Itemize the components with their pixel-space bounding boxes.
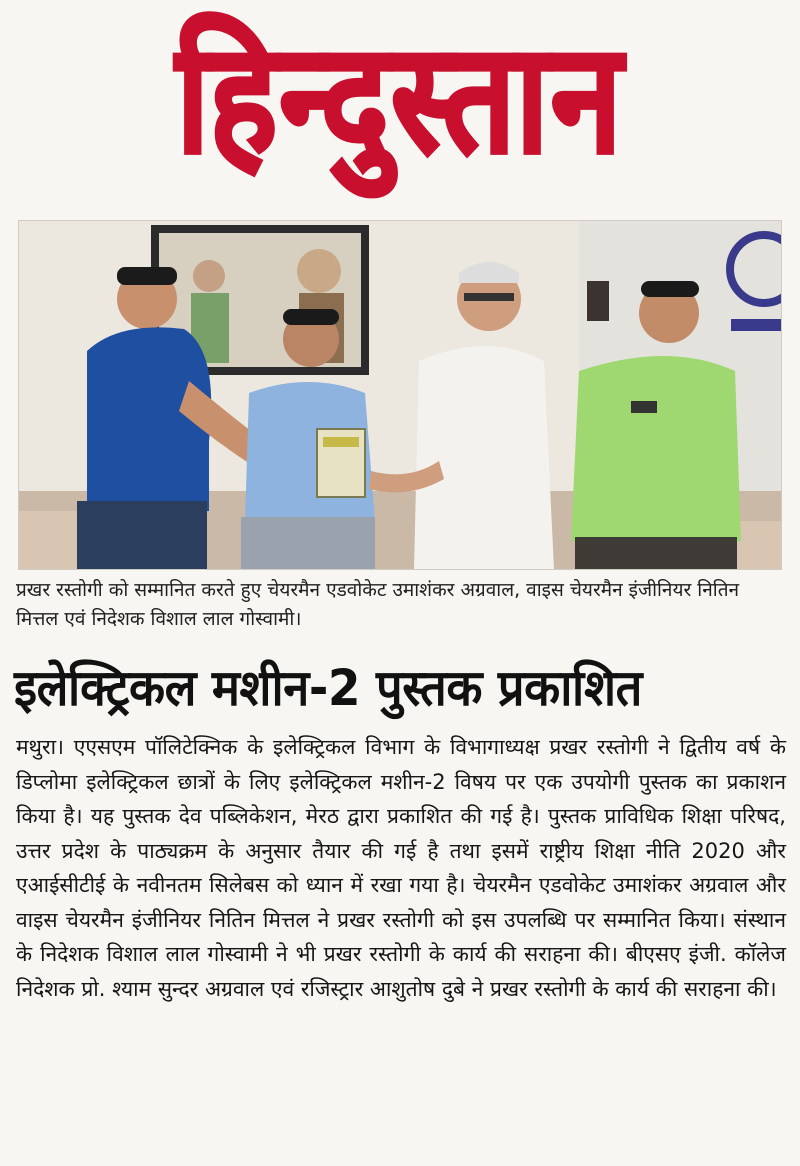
masthead — [0, 0, 800, 200]
news-photo — [18, 220, 782, 570]
photo-caption: प्रखर रस्तोगी को सम्मानित करते हुए चेयरमैन एडवोकेट उमाशंकर अग्रवाल, वाइस चेयरमैन इंजीनियर नितिन मित्तल एवं निदेशक विशाल लाल गोस्वामी। — [16, 579, 740, 630]
article-body: मथुरा। एएसएम पॉलिटेक्निक के इलेक्ट्रिकल विभाग के विभागाध्यक्ष प्रखर रस्तोगी ने द्वितीय वर्ष के डिप्लोमा इलेक्ट्रिकल छात्रों के लिए इलेक्ट्रिकल मशीन-2 विषय पर एक उपयोगी पुस्तक का प्रकाशन किया है। यह पुस्तक देव पब्लिकेशन, मेरठ द्वारा प्रकाशित की गई है। पुस्तक प्राविधिक शिक्षा परिषद, उत्तर प्रदेश के पाठ्यक्रम के अनुसार तैयार की गई है तथा इसमें राष्ट्रीय शिक्षा नीति 2020 और एआईसीटीई के नवीनतम सिलेबस को ध्यान में रखा गया है। चेयरमैन एडवोकेट उमाशंकर अग्रवाल और वाइस चेयरमैन इंजीनियर नितिन मित्तल ने प्रखर रस्तोगी को इस उपलब्धि पर सम्मानित किया। संस्थान के निदेशक विशाल लाल गोस्वामी ने भी प्रखर रस्तोगी के कार्य की सराहना की। बीएसए इंजी. कॉलेज निदेशक प्रो. श्याम सुन्दर अग्रवाल एवं रजिस्ट्रार आशुतोष दुबे ने प्रखर रस्तोगी के कार्य की सराहना की। — [16, 735, 786, 1001]
headline: इलेक्ट्रिकल मशीन-2 पुस्तक प्रकाशित — [14, 659, 642, 717]
newspaper-logo: हिन्दुस्तान — [176, 11, 624, 188]
